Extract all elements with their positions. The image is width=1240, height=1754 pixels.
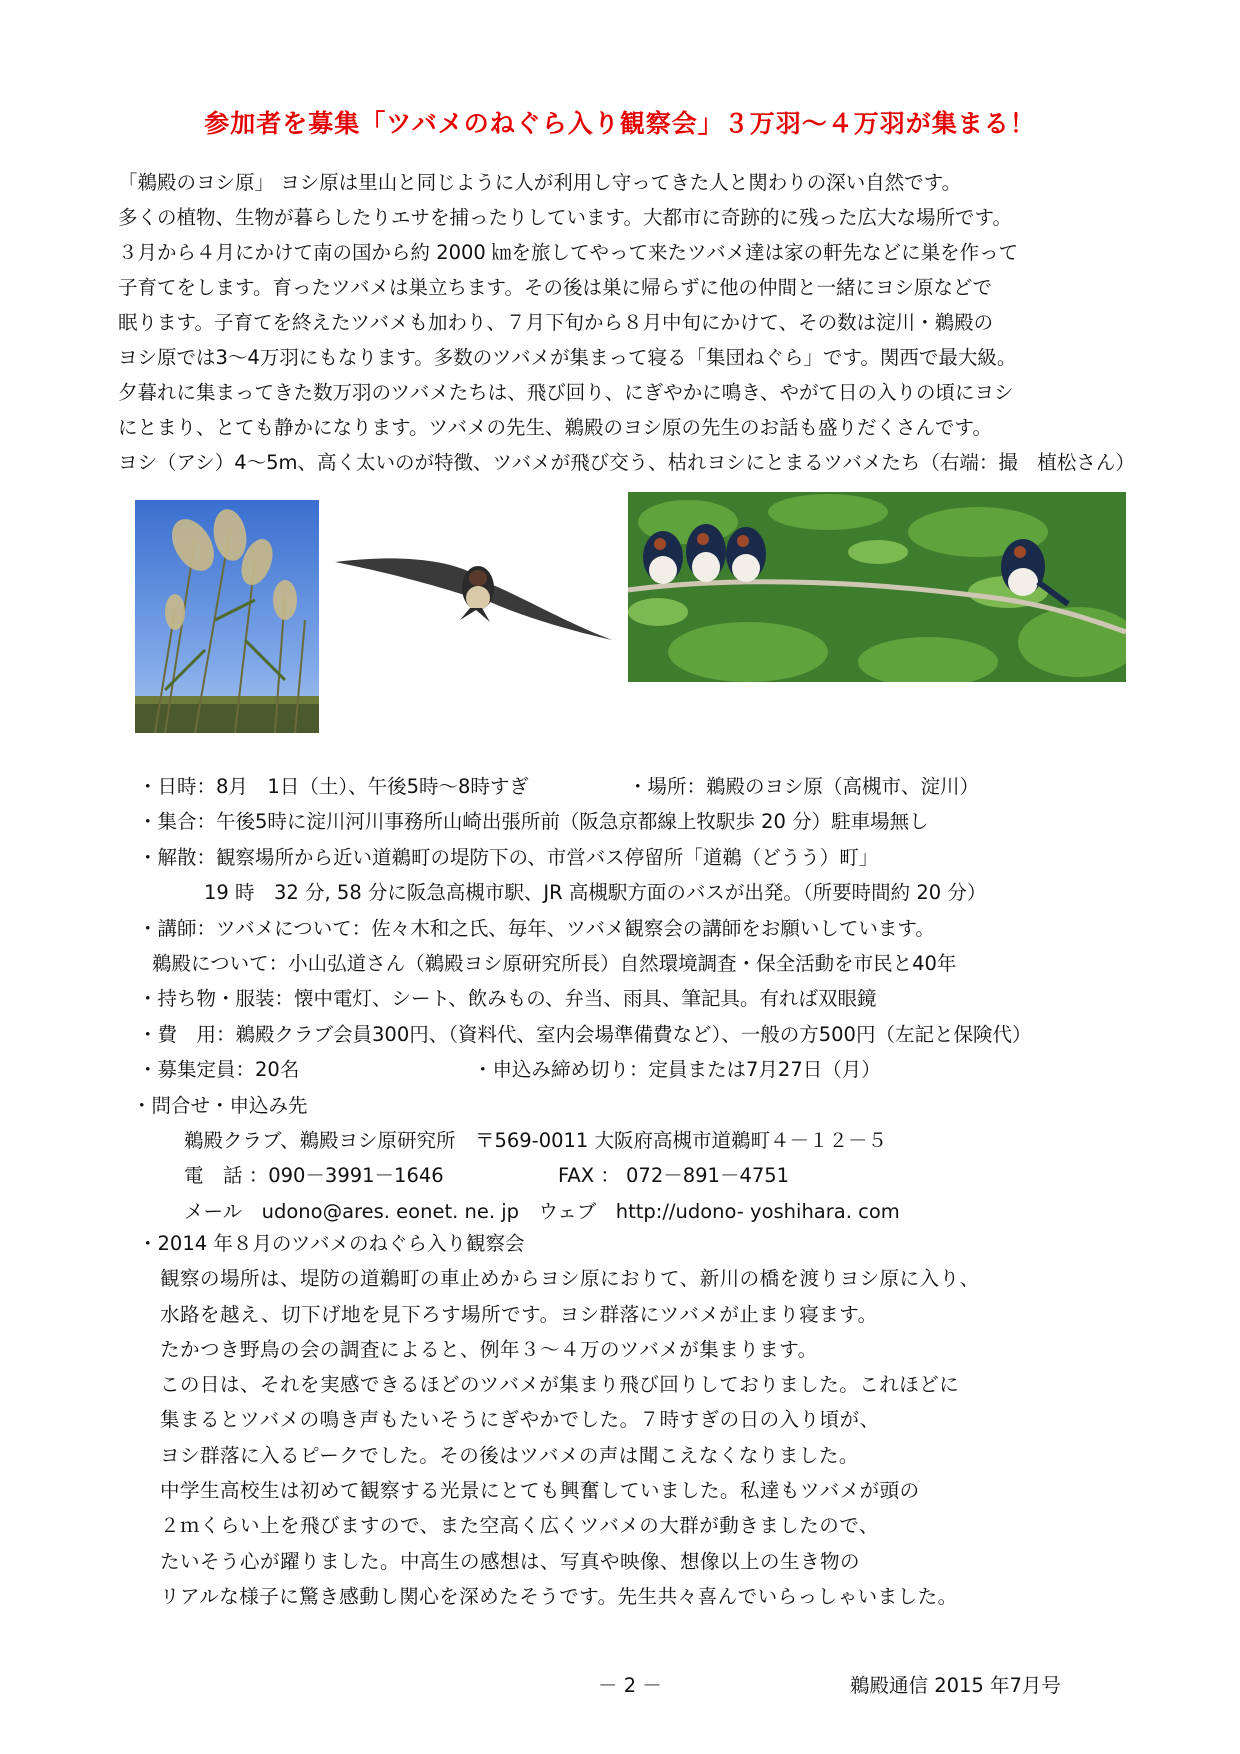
report-line: 集まるとツバメの鳴き声もたいそうにぎやかでした。７時すぎの日の入り頃が、 bbox=[160, 1408, 880, 1432]
detail-meeting: ・集合：午後5時に淀川河川事務所山崎出張所前（阪急京都線上牧駅歩 20 分）駐車場無し bbox=[138, 810, 929, 834]
report-line: 観察の場所は、堤防の道鵜町の車止めからヨシ原におりて、新川の橋を渡りヨシ原に入り、 bbox=[160, 1267, 980, 1291]
detail-fee: ・費 用：鵜殿クラブ会員300円、（資料代、室内会場準備費など）、一般の方500円（左記と保険代） bbox=[138, 1022, 1032, 1046]
detail-place: ・場所：鵜殿のヨシ原（高槻市、淀川） bbox=[628, 775, 980, 798]
detail-mail: メール udono@ares. eonet. ne. jp ウェブ http://udono- yoshihara. com bbox=[184, 1199, 900, 1223]
intro-line: 子育てをします。育ったツバメは巣立ちます。その後は巣に帰らずに他の仲間と一緒にヨシ原などで bbox=[118, 276, 992, 299]
intro-line: ３月から４月にかけて南の国から約 2000 ㎞を旅してやって来たツバメ達は家の軒先などに巣を作って bbox=[118, 241, 1019, 264]
detail-dismissal: ・解散：観察場所から近い道鵜町の堤防下の、市営バス停留所「道鵜（どうう）町」 bbox=[138, 845, 879, 869]
intro-line: 「鵜殿のヨシ原」 ヨシ原は里山と同じように人が利用し守ってきた人と関わりの深い自然です。 bbox=[118, 171, 962, 194]
report-line: たいそう心が躍りました。中高生の感想は、写真や映像、想像以上の生き物の bbox=[160, 1549, 861, 1573]
report-line: ヨシ群落に入るピークでした。その後はツバメの声は聞こえなくなりました。 bbox=[160, 1443, 859, 1467]
intro-line: 眠ります。子育てを終えたツバメも加わり、７月下旬から８月中旬にかけて、その数は淀川・鵜殿の bbox=[118, 311, 994, 334]
report-line: たかつき野鳥の会の調査によると、例年３～４万のツバメが集まります。 bbox=[160, 1337, 818, 1361]
detail-datetime: ・日時：8月 1日（土）、午後5時～8時すぎ bbox=[138, 775, 529, 798]
detail-contact-org: 鵜殿クラブ、鵜殿ヨシ原研究所 〒569-0011 大阪府高槻市道鵜町４－１２－５ bbox=[184, 1128, 888, 1152]
intro-line: 多くの植物、生物が暮らしたりエサを捕ったりしています。大都市に奇跡的に残った広大な場所です。 bbox=[118, 206, 1012, 229]
reed-photo bbox=[135, 500, 319, 733]
photo-caption: ヨシ（アシ）4～5m、高く太いのが特徴、ツバメが飛び交う、枯れヨシにとまるツバメたち（右端：撮 植松さん） bbox=[118, 451, 1135, 474]
flying-swallow-photo bbox=[330, 540, 616, 650]
perched-swallows-photo bbox=[628, 492, 1126, 682]
report-heading: ・2014 年８月のツバメのねぐら入り観察会 bbox=[138, 1232, 525, 1255]
report-line: 中学生高校生は初めて観察する光景にとても興奮していました。私達もツバメが頭の bbox=[160, 1479, 920, 1503]
detail-dismissal-bus: 19 時 32 分, 58 分に阪急高槻市駅、JR 高槻駅方面のバスが出発。（所要時間約 20 分） bbox=[204, 881, 987, 905]
page-number: － 2 － bbox=[598, 1674, 662, 1697]
intro-line: にとまり、とても静かになります。ツバメの先生、鵜殿のヨシ原の先生のお話も盛りだくさんです。 bbox=[118, 416, 992, 439]
intro-line: 夕暮れに集まってきた数万羽のツバメたちは、飛び回り、にぎやかに鳴き、やがて日の入りの頃にヨシ bbox=[118, 381, 1014, 404]
report-line: この日は、それを実感できるほどのツバメが集まり飛び回りしておりました。これほどに bbox=[160, 1373, 960, 1397]
intro-line: ヨシ原では3～4万羽にもなります。多数のツバメが集まって寝る「集団ねぐら」です。関西で最大級。 bbox=[118, 346, 1017, 369]
page-title: 参加者を募集「ツバメのねぐら入り観察会」３万羽～４万羽が集まる！ bbox=[204, 109, 1036, 138]
report-line: ２ｍくらい上を飛びますので、また空高く広くツバメの大群が動きましたので、 bbox=[160, 1514, 879, 1538]
detail-deadline: ・申込み締め切り：定員または7月27日（月） bbox=[473, 1058, 881, 1082]
detail-fax: FAX ： 072－891－4751 bbox=[558, 1164, 790, 1188]
report-2014 bbox=[138, 1226, 1198, 1614]
detail-capacity: ・募集定員：20名 bbox=[138, 1058, 300, 1082]
report-line: 水路を越え、切下げ地を見下ろす場所です。ヨシ群落にツバメが止まり寝ます。 bbox=[160, 1302, 878, 1326]
detail-lecturer-2: 鵜殿について：小山弘道さん（鵜殿ヨシ原研究所長）自然環境調査・保全活動を市民と40年 bbox=[152, 951, 957, 975]
detail-phone: 電 話 ：090－3991－1646 bbox=[184, 1164, 444, 1188]
issue-label: 鵜殿通信 2015 年7月号 bbox=[850, 1674, 1061, 1697]
intro-paragraph bbox=[118, 165, 1178, 480]
detail-contact-heading: ・問合せ・申込み先 bbox=[132, 1093, 308, 1117]
detail-capacity-row bbox=[138, 1052, 1178, 1087]
detail-datetime-row bbox=[138, 769, 1178, 804]
report-line: リアルな様子に驚き感動し関心を深めたそうです。先生共々喜んでいらっしゃいました。 bbox=[160, 1584, 958, 1608]
detail-lecturer: ・講師：ツバメについて：佐々木和之氏、毎年、ツバメ観察会の講師をお願いしています。 bbox=[138, 916, 935, 940]
detail-items: ・持ち物・服装：懐中電灯、シート、飲みもの、弁当、雨具、筆記具。有れば双眼鏡 bbox=[138, 987, 877, 1011]
event-details bbox=[132, 769, 1178, 1229]
detail-phone-row bbox=[138, 1158, 1178, 1193]
